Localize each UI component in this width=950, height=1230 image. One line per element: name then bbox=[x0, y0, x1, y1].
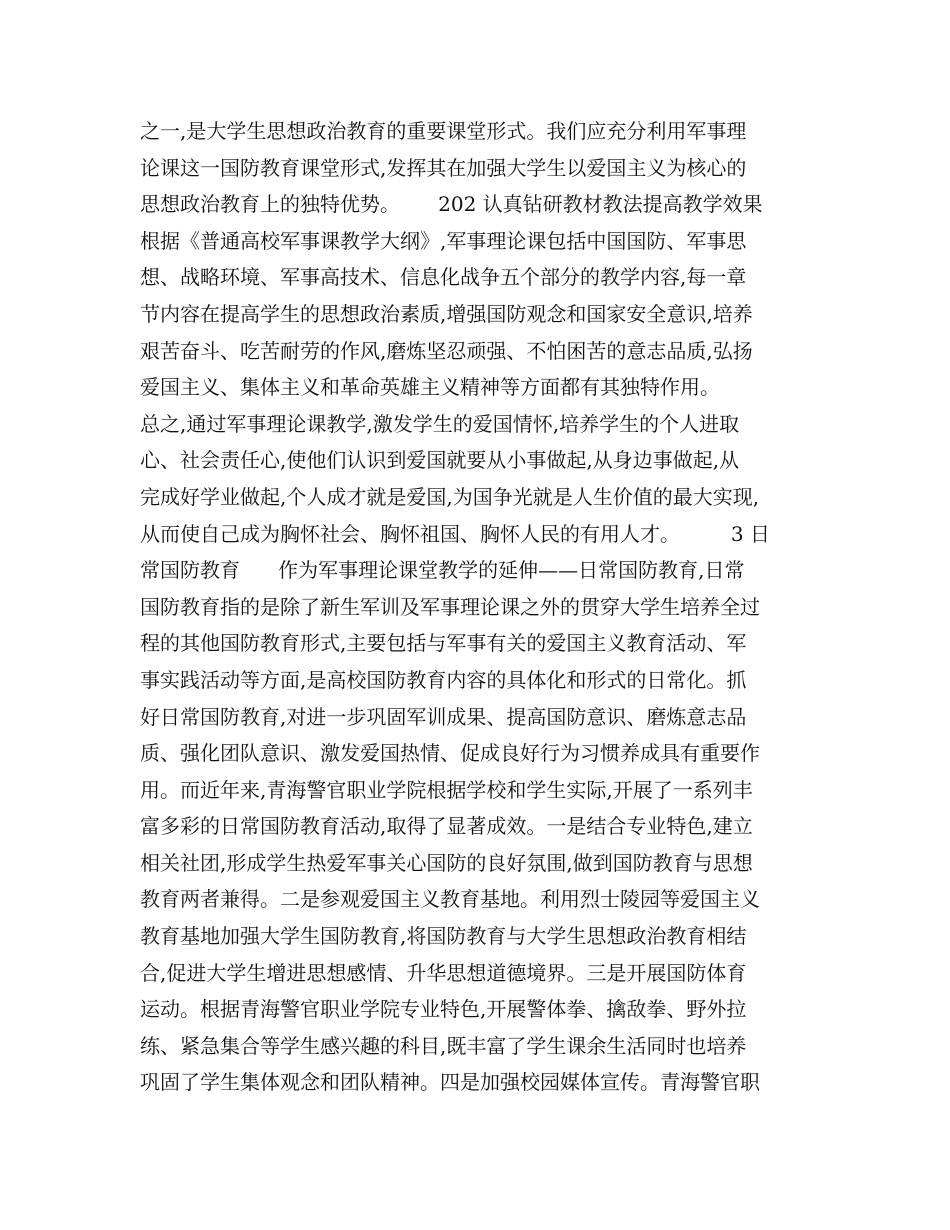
text-line: 用。而近年来,青海警官职业学院根据学校和学生实际,开展了一系列丰 bbox=[140, 777, 753, 802]
text-line: 爱国主义、集体主义和革命英雄主义精神等方面都有其独特作用。 bbox=[140, 375, 720, 400]
text-line: 合,促进大学生增进思想感情、升华思想道德境界。三是开展国防体育 bbox=[140, 960, 747, 985]
text-line: 心、社会责任心,使他们认识到爱国就要从小事做起,从身边事做起,从 bbox=[140, 448, 740, 473]
text-line: 好日常国防教育,对进一步巩固军训成果、提高国防意识、磨炼意志品 bbox=[140, 704, 747, 729]
text-line: 事实践活动等方面,是高校国防教育内容的具体化和形式的日常化。抓 bbox=[140, 667, 747, 692]
body-text bbox=[140, 113, 820, 1101]
text-line: 论课这一国防教育课堂形式,发挥其在加强大学生以爱国主义为核心的 bbox=[140, 155, 747, 180]
text-line: 根据《普通高校军事课教学大纲》,军事理论课包括中国国防、军事思 bbox=[140, 228, 747, 253]
text-line: 艰苦奋斗、吃苦耐劳的作风,磨炼坚忍顽强、不怕困苦的意志品质,弘扬 bbox=[140, 338, 753, 363]
text-line: 想、战略环境、军事高技术、信息化战争五个部分的教学内容,每一章 bbox=[140, 265, 747, 290]
text-line: 相关社团,形成学生热爱军事关心国防的良好氛围,做到国防教育与思想 bbox=[140, 850, 753, 875]
text-line: 练、紧急集合等学生感兴趣的科目,既丰富了学生课余生活同时也培养 bbox=[140, 1033, 747, 1058]
text-line: 完成好学业做起,个人成才就是爱国,为国争光就是人生价值的最大实现, bbox=[140, 484, 760, 509]
text-line: 程的其他国防教育形式,主要包括与军事有关的爱国主义教育活动、军 bbox=[140, 631, 747, 656]
text-line: 富多彩的日常国防教育活动,取得了显著成效。一是结合专业特色,建立 bbox=[140, 814, 753, 839]
text-line: 质、强化团队意识、激发爱国热情、促成良好行为习惯养成具有重要作 bbox=[140, 741, 760, 766]
text-line: 常国防教育 作为军事理论课堂教学的延伸——日常国防教育,日常 bbox=[140, 558, 745, 583]
text-line: 巩固了学生集体观念和团队精神。四是加强校园媒体宣传。青海警官职 bbox=[140, 1070, 760, 1095]
text-line: 教育两者兼得。二是参观爱国主义教育基地。利用烈士陵园等爱国主义 bbox=[140, 887, 760, 912]
text-line: 从而使自己成为胸怀社会、胸怀祖国、胸怀人民的有用人才。 3 日 bbox=[140, 521, 770, 546]
text-line: 之一,是大学生思想政治教育的重要课堂形式。我们应充分利用军事理 bbox=[140, 119, 747, 143]
text-line: 国防教育指的是除了新生军训及军事理论课之外的贯穿大学生培养全过 bbox=[140, 594, 760, 619]
text-line: 总之,通过军事理论课教学,激发学生的爱国情怀,培养学生的个人进取 bbox=[140, 411, 740, 436]
text-line: 运动。根据青海警官职业学院专业特色,开展警体拳、擒敌拳、野外拉 bbox=[140, 997, 747, 1022]
text-line: 教育基地加强大学生国防教育,将国防教育与大学生思想政治教育相结 bbox=[140, 924, 747, 949]
text-line: 思想政治教育上的独特优势。 202 认真钻研教材教法提高教学效果 bbox=[140, 192, 763, 217]
text-line: 节内容在提高学生的思想政治素质,增强国防观念和国家安全意识,培养 bbox=[140, 301, 753, 326]
